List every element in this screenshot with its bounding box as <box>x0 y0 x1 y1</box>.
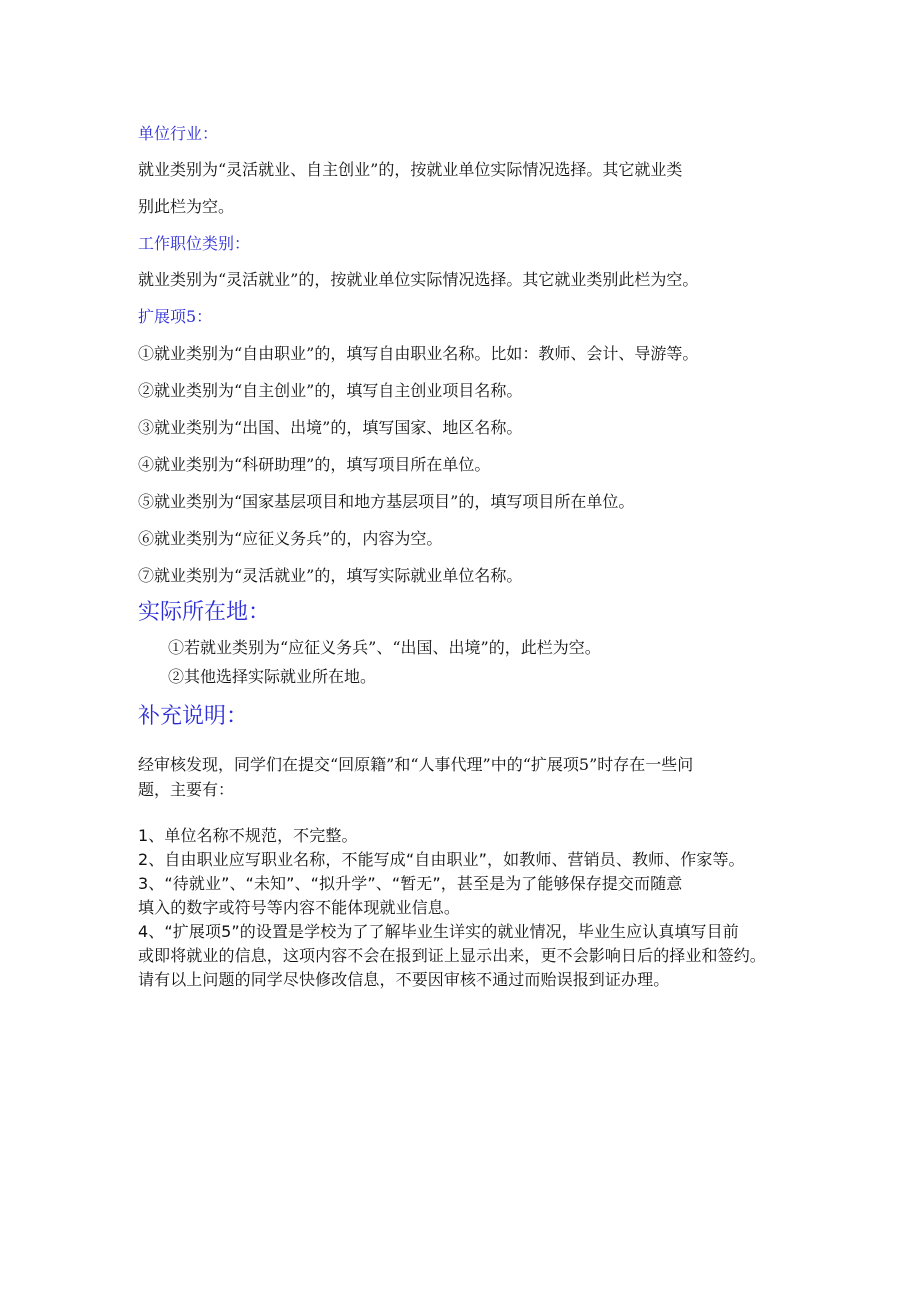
paragraph-line: 就业类别为“灵活就业”的，按就业单位实际情况选择。其它就业类别此栏为空。 <box>138 270 699 289</box>
list-item: ①就业类别为“自由职业”的，填写自由职业名称。比如：教师、会计、导游等。 <box>138 344 699 363</box>
paragraph-line: 别此栏为空。 <box>138 197 235 216</box>
heading-supplement: 补充说明： <box>138 704 249 729</box>
heading-extension-5: 扩展项5： <box>138 307 213 326</box>
list-item: ⑦就业类别为“灵活就业”的，填写实际就业单位名称。 <box>138 566 523 585</box>
supplement-point: 请有以上问题的同学尽快修改信息，不要因审核不通过而贻误报到证办理。 <box>138 970 670 989</box>
paragraph-line: 经审核发现，同学们在提交“回原籍”和“人事代理”中的“扩展项5”时存在一些问 <box>138 755 694 774</box>
supplement-point: 或即将就业的信息，这项内容不会在报到证上显示出来，更不会影响日后的择业和签约。 <box>138 946 766 965</box>
heading-actual-location: 实际所在地： <box>138 600 271 625</box>
supplement-point: 3、“待就业”、“未知”、“拟升学”、“暂无”，甚至是为了能够保存提交而随意 <box>138 874 683 893</box>
list-item: ②就业类别为“自主创业”的，填写自主创业项目名称。 <box>138 381 523 400</box>
list-item: ④就业类别为“科研助理”的，填写项目所在单位。 <box>138 455 491 474</box>
list-item: ③就业类别为“出国、出境”的，填写国家、地区名称。 <box>138 418 523 437</box>
list-item: ①若就业类别为“应征义务兵”、“出国、出境”的，此栏为空。 <box>168 638 601 657</box>
supplement-point: 4、“扩展项5”的设置是学校为了了解毕业生详实的就业情况，毕业生应认真填写目前 <box>138 922 739 941</box>
list-item: ⑤就业类别为“国家基层项目和地方基层项目”的，填写项目所在单位。 <box>138 492 635 511</box>
paragraph-line: 就业类别为“灵活就业、自主创业”的，按就业单位实际情况选择。其它就业类 <box>138 160 683 179</box>
list-item: ⑥就业类别为“应征义务兵”的，内容为空。 <box>138 529 443 548</box>
paragraph-line: 题，主要有： <box>138 780 235 799</box>
heading-job-category: 工作职位类别： <box>138 234 251 253</box>
list-item: ②其他选择实际就业所在地。 <box>168 667 377 686</box>
supplement-point: 填入的数字或符号等内容不能体现就业信息。 <box>138 898 461 917</box>
supplement-point: 2、自由职业应写职业名称，不能写成“自由职业”，如教师、营销员、教师、作家等。 <box>138 850 745 869</box>
heading-unit-industry: 单位行业： <box>138 124 219 143</box>
supplement-point: 1、单位名称不规范，不完整。 <box>138 826 358 845</box>
